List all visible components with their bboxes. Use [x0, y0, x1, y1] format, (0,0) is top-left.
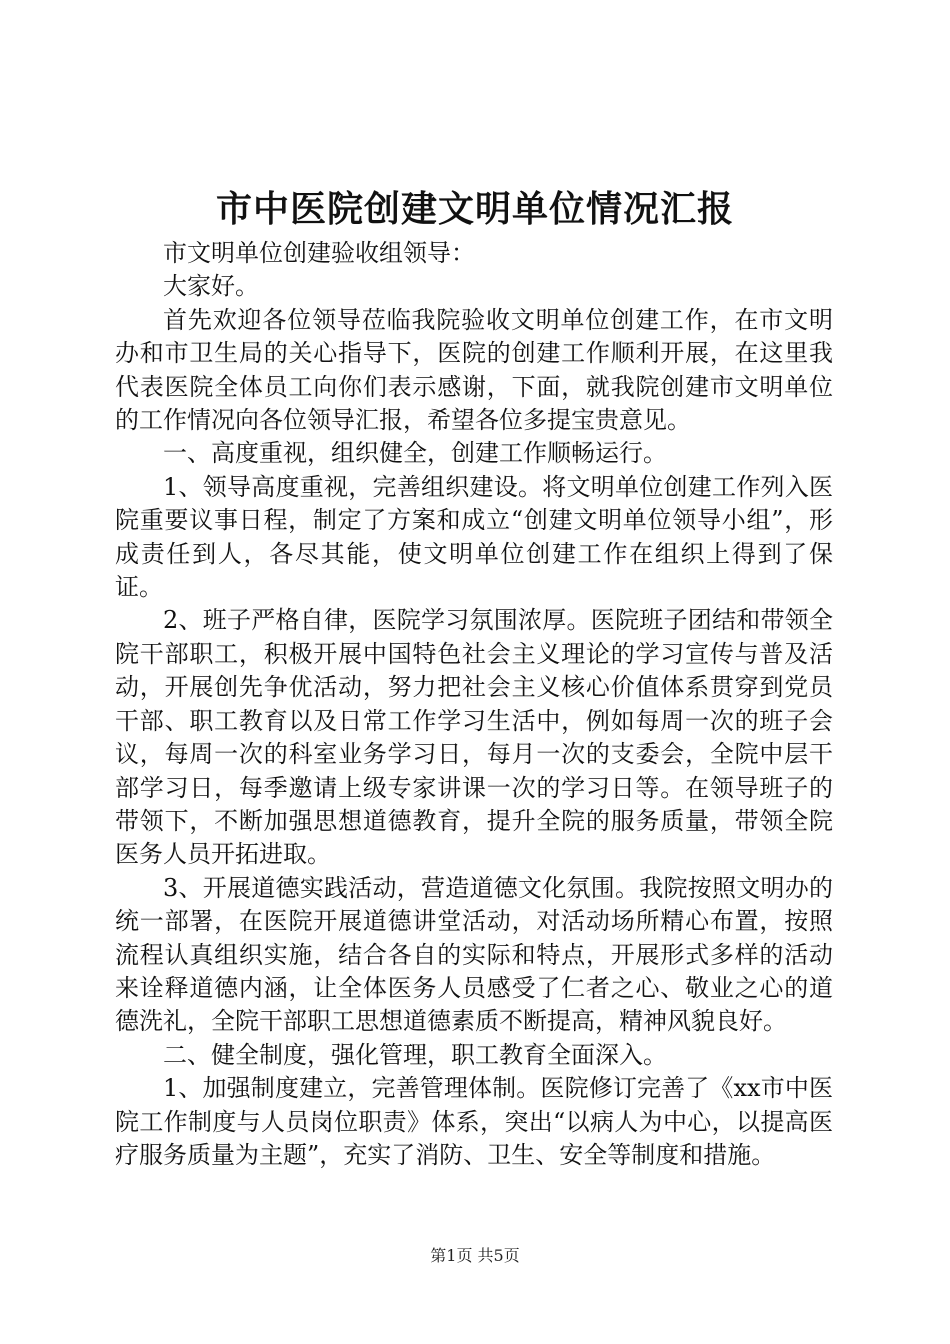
- paragraph-1-3: 3、开展道德实践活动，营造道德文化氛围。我院按照文明办的统一部署，在医院开展道德讲堂活动，对活动场所精心布置，按照流程认真组织实施，结合各自的实际和特点，开展形式多样的活动来诠释道德内涵，让全体医务人员感受了仁者之心、敬业之心的道德洗礼，全院干部职工思想道德素质不断提高，精神风貌良好。: [115, 873, 833, 1036]
- section-heading-2: 二、健全制度，强化管理，职工教育全面深入。: [163, 1040, 667, 1069]
- section-heading-1: 一、高度重视，组织健全，创建工作顺畅运行。: [163, 439, 667, 468]
- page-number-footer: 第1页 共5页: [430, 1246, 520, 1265]
- greeting: 大家好。: [163, 272, 259, 301]
- document-body: [115, 237, 833, 1172]
- paragraph-1-1: 1、领导高度重视，完善组织建设。将文明单位创建工作列入医院重要议事日程，制定了方案和成立“创建文明单位领导小组”，形成责任到人，各尽其能，使文明单位创建工作在组织上得到了保证。: [115, 472, 833, 602]
- paragraph-2-1: 1、加强制度建立，完善管理体制。医院修订完善了《xx市中医院工作制度与人员岗位职责》体系，突出“以病人为中心，以提高医疗服务质量为主题”，充实了消防、卫生、安全等制度和措施。: [115, 1074, 833, 1169]
- paragraph-1-2: 2、班子严格自律，医院学习氛围浓厚。医院班子团结和带领全院干部职工，积极开展中国特色社会主义理论的学习宣传与普及活动，开展创先争优活动，努力把社会主义核心价值体系贯穿到党员干部、职工教育以及日常工作学习生活中，例如每周一次的班子会议，每周一次的科室业务学习日，每月一次的支委会，全院中层干部学习日，每季邀请上级专家讲课一次的学习日等。在领导班子的带领下，不断加强思想道德教育，提升全院的服务质量，带领全院医务人员开拓进取。: [115, 606, 833, 869]
- document-title: 市中医院创建文明单位情况汇报: [215, 188, 734, 230]
- intro-paragraph: 首先欢迎各位领导莅临我院验收文明单位创建工作，在市文明办和市卫生局的关心指导下，医院的创建工作顺利开展，在这里我代表医院全体员工向你们表示感谢，下面，就我院创建市文明单位的工作情况向各位领导汇报，希望各位多提宝贵意见。: [115, 305, 833, 435]
- salutation: 市文明单位创建验收组领导：: [163, 239, 475, 267]
